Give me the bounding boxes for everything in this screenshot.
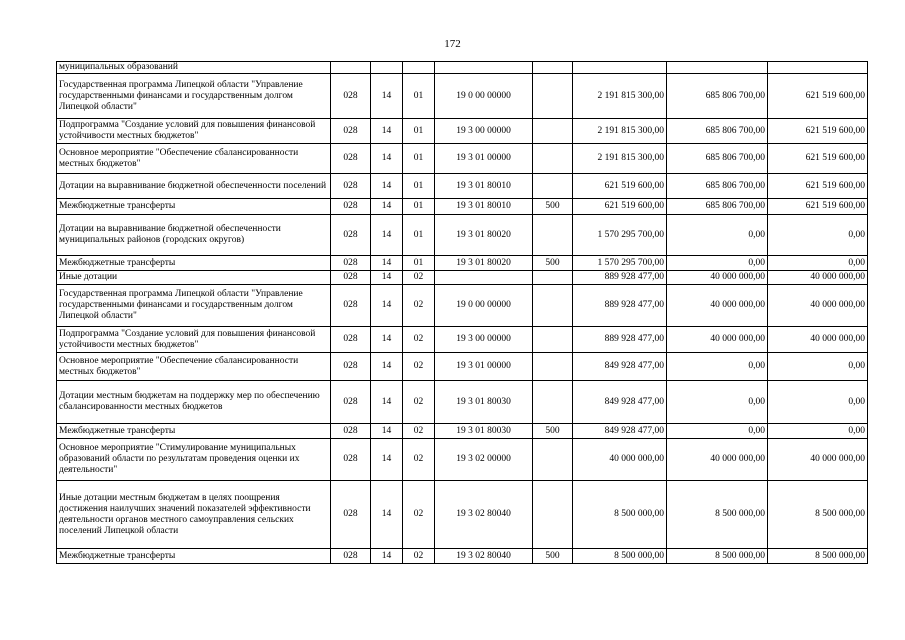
subsection-code-cell: 01 xyxy=(403,174,435,199)
expense-type-cell xyxy=(533,481,573,549)
target-article-cell: 19 3 02 80040 xyxy=(435,549,533,564)
amount-year3-cell: 621 519 600,00 xyxy=(768,174,868,199)
section-code-cell: 14 xyxy=(371,285,403,327)
expense-type-cell xyxy=(533,327,573,353)
expense-type-cell: 500 xyxy=(533,549,573,564)
expense-type-cell xyxy=(533,285,573,327)
ministry-code-cell: 028 xyxy=(331,439,371,481)
target-article-cell: 19 3 02 80040 xyxy=(435,481,533,549)
subsection-code-cell: 02 xyxy=(403,424,435,439)
ministry-code-cell: 028 xyxy=(331,74,371,119)
amount-year2-cell: 40 000 000,00 xyxy=(667,271,768,285)
expense-type-cell xyxy=(533,215,573,256)
expense-type-cell xyxy=(533,144,573,174)
table-row xyxy=(57,481,868,549)
ministry-code-cell: 028 xyxy=(331,381,371,424)
table-row xyxy=(57,74,868,119)
subsection-code-cell: 01 xyxy=(403,215,435,256)
amount-year2-cell xyxy=(667,62,768,74)
amount-year3-cell: 40 000 000,00 xyxy=(768,285,868,327)
amount-year2-cell: 8 500 000,00 xyxy=(667,549,768,564)
section-code-cell: 14 xyxy=(371,199,403,215)
amount-year3-cell: 40 000 000,00 xyxy=(768,271,868,285)
section-code-cell: 14 xyxy=(371,144,403,174)
amount-year1-cell: 2 191 815 300,00 xyxy=(573,74,667,119)
amount-year1-cell: 849 928 477,00 xyxy=(573,381,667,424)
target-article-cell: 19 3 00 00000 xyxy=(435,327,533,353)
subsection-code-cell: 02 xyxy=(403,285,435,327)
row-name-cell: Межбюджетные трансферты xyxy=(57,199,331,215)
amount-year2-cell: 40 000 000,00 xyxy=(667,285,768,327)
amount-year1-cell xyxy=(573,62,667,74)
table-row xyxy=(57,144,868,174)
amount-year2-cell: 685 806 700,00 xyxy=(667,174,768,199)
page-number: 172 xyxy=(444,38,461,50)
amount-year3-cell: 8 500 000,00 xyxy=(768,481,868,549)
row-name-cell: Межбюджетные трансферты xyxy=(57,424,331,439)
amount-year2-cell: 0,00 xyxy=(667,424,768,439)
target-article-cell: 19 3 02 00000 xyxy=(435,439,533,481)
amount-year1-cell: 889 928 477,00 xyxy=(573,285,667,327)
table-row xyxy=(57,353,868,381)
amount-year2-cell: 0,00 xyxy=(667,256,768,271)
table-row xyxy=(57,285,868,327)
amount-year2-cell: 685 806 700,00 xyxy=(667,74,768,119)
row-name-cell: Дотации на выравнивание бюджетной обеспеченности поселений xyxy=(57,174,331,199)
table-row xyxy=(57,256,868,271)
subsection-code-cell xyxy=(403,62,435,74)
table-row xyxy=(57,424,868,439)
target-article-cell: 19 3 00 00000 xyxy=(435,119,533,144)
row-name-cell: Подпрограмма "Создание условий для повышения финансовой устойчивости местных бюджетов" xyxy=(57,119,331,144)
amount-year2-cell: 685 806 700,00 xyxy=(667,144,768,174)
row-name-cell: Дотации местным бюджетам на поддержку мер по обеспечению сбалансированности местных бюджетов xyxy=(57,381,331,424)
amount-year3-cell: 0,00 xyxy=(768,353,868,381)
expense-type-cell xyxy=(533,174,573,199)
ministry-code-cell xyxy=(331,62,371,74)
amount-year1-cell: 2 191 815 300,00 xyxy=(573,144,667,174)
amount-year3-cell: 621 519 600,00 xyxy=(768,199,868,215)
amount-year1-cell: 889 928 477,00 xyxy=(573,271,667,285)
target-article-cell: 19 3 01 80010 xyxy=(435,199,533,215)
section-code-cell: 14 xyxy=(371,119,403,144)
section-code-cell: 14 xyxy=(371,327,403,353)
table-row xyxy=(57,199,868,215)
amount-year3-cell xyxy=(768,62,868,74)
amount-year3-cell: 0,00 xyxy=(768,381,868,424)
section-code-cell xyxy=(371,62,403,74)
ministry-code-cell: 028 xyxy=(331,119,371,144)
table-row xyxy=(57,62,868,74)
amount-year2-cell: 0,00 xyxy=(667,381,768,424)
subsection-code-cell: 01 xyxy=(403,119,435,144)
row-name-cell: Подпрограмма "Создание условий для повышения финансовой устойчивости местных бюджетов" xyxy=(57,327,331,353)
target-article-cell xyxy=(435,62,533,74)
subsection-code-cell: 02 xyxy=(403,381,435,424)
ministry-code-cell: 028 xyxy=(331,199,371,215)
amount-year1-cell: 8 500 000,00 xyxy=(573,481,667,549)
expense-type-cell: 500 xyxy=(533,199,573,215)
ministry-code-cell: 028 xyxy=(331,481,371,549)
ministry-code-cell: 028 xyxy=(331,271,371,285)
target-article-cell: 19 3 01 00000 xyxy=(435,144,533,174)
ministry-code-cell: 028 xyxy=(331,424,371,439)
amount-year2-cell: 0,00 xyxy=(667,215,768,256)
amount-year3-cell: 0,00 xyxy=(768,215,868,256)
ministry-code-cell: 028 xyxy=(331,549,371,564)
expense-type-cell xyxy=(533,62,573,74)
section-code-cell: 14 xyxy=(371,424,403,439)
target-article-cell: 19 0 00 00000 xyxy=(435,74,533,119)
row-name-cell: Дотации на выравнивание бюджетной обеспеченности муниципальных районов (городских округов) xyxy=(57,215,331,256)
amount-year2-cell: 8 500 000,00 xyxy=(667,481,768,549)
table-row xyxy=(57,174,868,199)
amount-year2-cell: 685 806 700,00 xyxy=(667,199,768,215)
ministry-code-cell: 028 xyxy=(331,256,371,271)
row-name-cell: Иные дотации местным бюджетам в целях поощрения достижения наилучших значений показателей эффективности деятельности органов местного самоуправления сельских поселений Липецкой области xyxy=(57,481,331,549)
expense-type-cell xyxy=(533,353,573,381)
amount-year3-cell: 621 519 600,00 xyxy=(768,119,868,144)
row-name-cell: Основное мероприятие "Обеспечение сбалансированности местных бюджетов" xyxy=(57,353,331,381)
ministry-code-cell: 028 xyxy=(331,285,371,327)
target-article-cell: 19 3 01 80030 xyxy=(435,381,533,424)
section-code-cell: 14 xyxy=(371,174,403,199)
section-code-cell: 14 xyxy=(371,215,403,256)
table-row xyxy=(57,327,868,353)
subsection-code-cell: 01 xyxy=(403,74,435,119)
row-name-cell: Государственная программа Липецкой области "Управление государственными финансами и государственным долгом Липецкой области" xyxy=(57,74,331,119)
table-row xyxy=(57,215,868,256)
amount-year3-cell: 40 000 000,00 xyxy=(768,439,868,481)
section-code-cell: 14 xyxy=(371,439,403,481)
subsection-code-cell: 01 xyxy=(403,256,435,271)
expense-type-cell xyxy=(533,381,573,424)
section-code-cell: 14 xyxy=(371,481,403,549)
amount-year2-cell: 685 806 700,00 xyxy=(667,119,768,144)
section-code-cell: 14 xyxy=(371,381,403,424)
amount-year3-cell: 0,00 xyxy=(768,256,868,271)
subsection-code-cell: 02 xyxy=(403,353,435,381)
row-name-cell: Иные дотации xyxy=(57,271,331,285)
subsection-code-cell: 02 xyxy=(403,549,435,564)
table-row xyxy=(57,439,868,481)
row-name-cell: Межбюджетные трансферты xyxy=(57,549,331,564)
section-code-cell: 14 xyxy=(371,271,403,285)
target-article-cell: 19 3 01 00000 xyxy=(435,353,533,381)
amount-year2-cell: 40 000 000,00 xyxy=(667,439,768,481)
expense-type-cell xyxy=(533,119,573,144)
subsection-code-cell: 01 xyxy=(403,144,435,174)
ministry-code-cell: 028 xyxy=(331,174,371,199)
amount-year3-cell: 621 519 600,00 xyxy=(768,74,868,119)
row-name-cell: Основное мероприятие "Обеспечение сбалансированности местных бюджетов" xyxy=(57,144,331,174)
subsection-code-cell: 02 xyxy=(403,327,435,353)
ministry-code-cell: 028 xyxy=(331,327,371,353)
amount-year1-cell: 621 519 600,00 xyxy=(573,174,667,199)
amount-year1-cell: 889 928 477,00 xyxy=(573,327,667,353)
amount-year1-cell: 40 000 000,00 xyxy=(573,439,667,481)
target-article-cell: 19 0 00 00000 xyxy=(435,285,533,327)
table-row xyxy=(57,549,868,564)
subsection-code-cell: 01 xyxy=(403,199,435,215)
ministry-code-cell: 028 xyxy=(331,353,371,381)
row-name-cell: Государственная программа Липецкой области "Управление государственными финансами и государственным долгом Липецкой области" xyxy=(57,285,331,327)
expense-type-cell xyxy=(533,74,573,119)
amount-year1-cell: 8 500 000,00 xyxy=(573,549,667,564)
target-article-cell xyxy=(435,271,533,285)
target-article-cell: 19 3 01 80020 xyxy=(435,215,533,256)
expense-type-cell xyxy=(533,271,573,285)
budget-table xyxy=(56,61,868,564)
table-row xyxy=(57,119,868,144)
section-code-cell: 14 xyxy=(371,549,403,564)
amount-year3-cell: 40 000 000,00 xyxy=(768,327,868,353)
subsection-code-cell: 02 xyxy=(403,271,435,285)
expense-type-cell xyxy=(533,439,573,481)
target-article-cell: 19 3 01 80010 xyxy=(435,174,533,199)
row-name-cell: Основное мероприятие "Стимулирование муниципальных образований области по результатам проведения оценки их деятельности" xyxy=(57,439,331,481)
amount-year1-cell: 849 928 477,00 xyxy=(573,424,667,439)
amount-year1-cell: 1 570 295 700,00 xyxy=(573,215,667,256)
table-row xyxy=(57,381,868,424)
subsection-code-cell: 02 xyxy=(403,439,435,481)
subsection-code-cell: 02 xyxy=(403,481,435,549)
amount-year1-cell: 2 191 815 300,00 xyxy=(573,119,667,144)
ministry-code-cell: 028 xyxy=(331,144,371,174)
table-row xyxy=(57,271,868,285)
ministry-code-cell: 028 xyxy=(331,215,371,256)
section-code-cell: 14 xyxy=(371,74,403,119)
row-name-cell: Межбюджетные трансферты xyxy=(57,256,331,271)
amount-year1-cell: 849 928 477,00 xyxy=(573,353,667,381)
target-article-cell: 19 3 01 80030 xyxy=(435,424,533,439)
amount-year1-cell: 621 519 600,00 xyxy=(573,199,667,215)
target-article-cell: 19 3 01 80020 xyxy=(435,256,533,271)
expense-type-cell: 500 xyxy=(533,256,573,271)
row-name-cell: муниципальных образований xyxy=(57,62,331,74)
amount-year3-cell: 8 500 000,00 xyxy=(768,549,868,564)
amount-year3-cell: 0,00 xyxy=(768,424,868,439)
amount-year2-cell: 0,00 xyxy=(667,353,768,381)
section-code-cell: 14 xyxy=(371,256,403,271)
section-code-cell: 14 xyxy=(371,353,403,381)
amount-year2-cell: 40 000 000,00 xyxy=(667,327,768,353)
expense-type-cell: 500 xyxy=(533,424,573,439)
amount-year3-cell: 621 519 600,00 xyxy=(768,144,868,174)
amount-year1-cell: 1 570 295 700,00 xyxy=(573,256,667,271)
